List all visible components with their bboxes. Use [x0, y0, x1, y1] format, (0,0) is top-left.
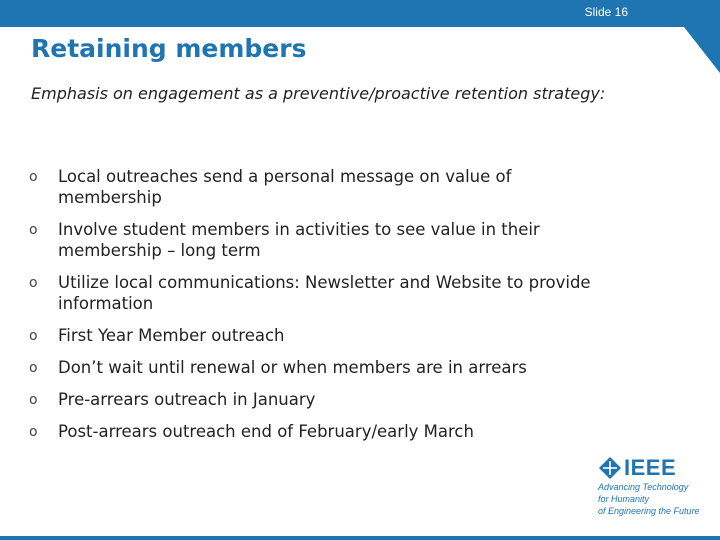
logo-tagline-2: for Humanity [598, 494, 650, 504]
bullet-text: Local outreaches send a personal message on value of membership [58, 167, 512, 207]
bottom-bar [0, 536, 720, 540]
bullet-item [29, 389, 619, 410]
slide-subtitle: Emphasis on engagement as a preventive/proactive retention strategy: [31, 84, 606, 103]
bullet-text: Post-arrears outreach end of February/early March [58, 422, 474, 441]
bullet-text: First Year Member outreach [58, 326, 285, 345]
bullet-marker: o [29, 222, 38, 238]
bullet-item [29, 166, 619, 208]
slide-title: Retaining members [31, 34, 307, 63]
bullet-list [29, 166, 619, 453]
bullet-marker: o [29, 275, 38, 291]
corner-accent [684, 27, 720, 73]
bullet-item [29, 357, 619, 378]
bullet-marker: o [29, 360, 38, 376]
top-bar [0, 0, 720, 27]
bullet-item [29, 219, 619, 261]
bullet-marker: o [29, 328, 38, 344]
bullet-item [29, 421, 619, 442]
bullet-marker: o [29, 424, 38, 440]
logo-row [598, 455, 708, 481]
ieee-logo [598, 455, 708, 523]
slide-number: Slide 16 [584, 5, 628, 19]
bullet-item [29, 272, 619, 314]
bullet-text: Involve student members in activities to see value in their membership – long term [58, 220, 540, 260]
bullet-text: Don’t wait until renewal or when members are in arrears [58, 358, 527, 377]
bullet-marker: o [29, 392, 38, 408]
ieee-diamond-icon [598, 456, 622, 480]
bullet-marker: o [29, 169, 38, 185]
logo-tagline-3: of Engineering the Future [598, 506, 700, 516]
bullet-text: Utilize local communications: Newsletter and Website to provide information [58, 273, 591, 313]
logo-wordmark: IEEE [624, 455, 677, 480]
bullet-item [29, 325, 619, 346]
logo-tagline-1: Advancing Technology [598, 482, 689, 492]
bullet-text: Pre-arrears outreach in January [58, 390, 316, 409]
